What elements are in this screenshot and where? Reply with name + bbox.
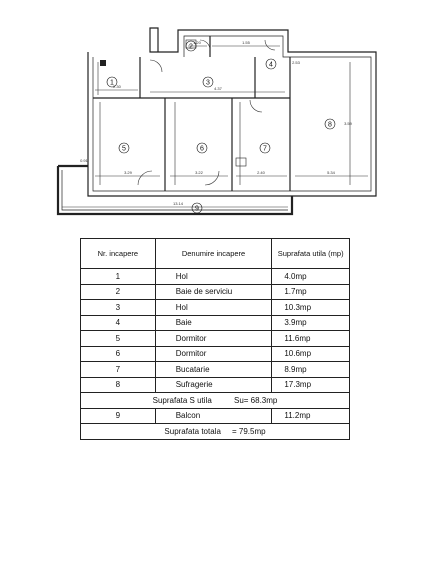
subtotal-row [81, 393, 350, 409]
room-mark [119, 143, 129, 153]
door-swing [138, 171, 152, 185]
door-swing [265, 40, 275, 50]
room-number: 2 [189, 43, 193, 51]
dimension-label: 3.29 [124, 170, 132, 175]
room-mark [192, 203, 202, 213]
cell-nr: 5 [81, 331, 156, 347]
door-swing [150, 60, 162, 72]
door-swing [250, 100, 262, 112]
total-row [81, 424, 350, 440]
table-row [81, 408, 350, 424]
room-number: 9 [195, 205, 199, 213]
cell-nr: 3 [81, 300, 156, 316]
header-area: Suprafata utila (mp) [272, 239, 350, 269]
dimension-label: 1.55 [242, 40, 250, 45]
total-cell: Suprafata totala = 79.5mp [81, 424, 350, 440]
room-mark [260, 143, 270, 153]
room-mark [203, 77, 213, 87]
cell-area: 11.6mp [272, 331, 350, 347]
cell-area: 11.2mp [272, 408, 350, 424]
cell-area: 8.9mp [272, 362, 350, 378]
cell-name: Baie de serviciu [155, 284, 272, 300]
room-mark [266, 59, 276, 69]
table-row [81, 362, 350, 378]
cell-name: Hol [155, 300, 272, 316]
cell-nr: 9 [81, 408, 156, 424]
room-number: 3 [206, 79, 210, 87]
cell-area: 4.0mp [272, 269, 350, 285]
table-header-row [81, 239, 350, 269]
dimension-label: 2.40 [257, 170, 265, 175]
door-swing [205, 171, 219, 185]
table-row [81, 331, 350, 347]
table-row [81, 284, 350, 300]
cell-nr: 4 [81, 315, 156, 331]
room-mark [325, 119, 335, 129]
cell-name: Dormitor [155, 331, 272, 347]
cell-nr: 6 [81, 346, 156, 362]
room-number: 5 [122, 145, 126, 153]
table-row [81, 346, 350, 362]
cell-name: Balcon [155, 408, 272, 424]
table-row [81, 300, 350, 316]
area-table [80, 238, 350, 440]
cell-name: Dormitor [155, 346, 272, 362]
cell-area: 3.9mp [272, 315, 350, 331]
subtotal-cell: Suprafata S utila Su= 68.3mp [81, 393, 350, 409]
cell-name: Sufragerie [155, 377, 272, 393]
room-number: 7 [263, 145, 267, 153]
cell-name: Hol [155, 269, 272, 285]
room-number: 1 [110, 79, 114, 87]
cell-name: Baie [155, 315, 272, 331]
dimension-label: 2.30 [113, 84, 121, 89]
dimension-label: 2.53 [292, 60, 300, 65]
door-swing [200, 40, 210, 50]
cell-nr: 1 [81, 269, 156, 285]
cell-nr: 2 [81, 284, 156, 300]
cell-area: 1.7mp [272, 284, 350, 300]
cell-area: 10.3mp [272, 300, 350, 316]
cell-area: 17.3mp [272, 377, 350, 393]
room-number: 6 [200, 145, 204, 153]
cell-area: 10.6mp [272, 346, 350, 362]
header-nr: Nr. incapere [81, 239, 156, 269]
header-name: Denumire incapere [155, 239, 272, 269]
dimension-label: 0.91 [80, 158, 88, 163]
dimension-label: 3.22 [195, 170, 203, 175]
dimension-label: 4.37 [214, 86, 222, 91]
dimension-label: 1.20 [193, 40, 201, 45]
room-number: 4 [269, 61, 273, 69]
dimension-label: 13.14 [172, 201, 184, 206]
room-number: 8 [328, 121, 332, 129]
floor-plan [0, 0, 423, 230]
dimension-label: 5.34 [327, 170, 335, 175]
dimension-label: 3.59 [344, 121, 352, 126]
table-row [81, 269, 350, 285]
cell-name: Bucatarie [155, 362, 272, 378]
cell-nr: 7 [81, 362, 156, 378]
table-row [81, 377, 350, 393]
table-row [81, 315, 350, 331]
cell-nr: 8 [81, 377, 156, 393]
room-mark [197, 143, 207, 153]
